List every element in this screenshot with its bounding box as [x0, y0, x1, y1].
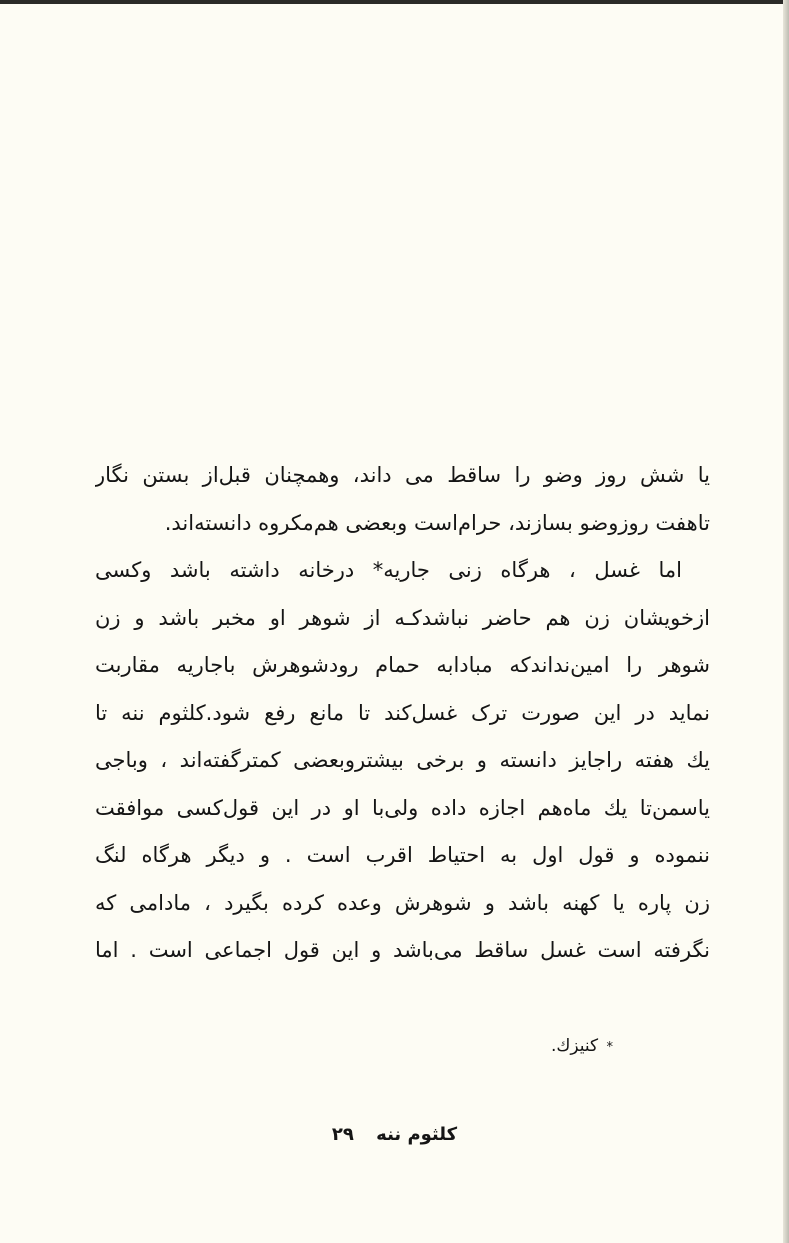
text-line-1: یا شش روز وضو را ساقط می داند، وهمچنان قبل‌از بستن نگار	[95, 463, 710, 487]
body-paragraph	[95, 452, 710, 975]
page-number: ۲۹	[331, 1124, 354, 1145]
footnote-marker: *	[606, 1040, 613, 1055]
scan-top-edge	[0, 0, 789, 4]
footnote-text: کنیزك.	[550, 1036, 599, 1056]
text-line-5: شوهر را امین‌نداندکه مبادابه حمام رودشوهرش باجاریه مقاربت	[95, 653, 710, 677]
text-line-9: ننموده و قول اول به احتیاط اقرب است . و دیگر هرگاه لنگ	[95, 843, 710, 867]
text-line-6: نماید در این صورت ترک غسل‌کند تا مانع رفع شود.کلثوم ننه تا	[95, 700, 710, 725]
running-footer	[0, 1124, 789, 1145]
footnote	[551, 1036, 613, 1056]
text-line-8: یاسمن‌تا یك ماه‌هم اجازه داده ولی‌با او در این قول‌کسی موافقت	[95, 795, 710, 820]
text-line-11: نگرفته است غسل ساقط می‌باشد و این قول اجماعی است . اما	[95, 938, 710, 962]
text-line-2: تاهفت روزوضو بسازند، حرام‌است وبعضی هم‌مکروه دانسته‌اند.	[164, 510, 710, 535]
footer-title: کلثوم ننه	[376, 1124, 458, 1145]
text-line-3: اما غسل ، هرگاه زنی جاریه* درخانه داشته باشد وکسی	[95, 558, 682, 582]
text-line-7: یك هفته راجایز دانسته و برخی بیشتروبعضی کمترگفته‌اند ، وباجی	[95, 748, 710, 772]
text-line-4: ازخویشان زن هم حاضر نباشدکـه از شوهر او مخبر باشد و زن	[95, 605, 710, 630]
scan-right-edge	[783, 0, 789, 1243]
text-line-10: زن پاره یا کهنه باشد و شوهرش وعده کرده بگیرد ، مادامی که	[95, 890, 710, 915]
